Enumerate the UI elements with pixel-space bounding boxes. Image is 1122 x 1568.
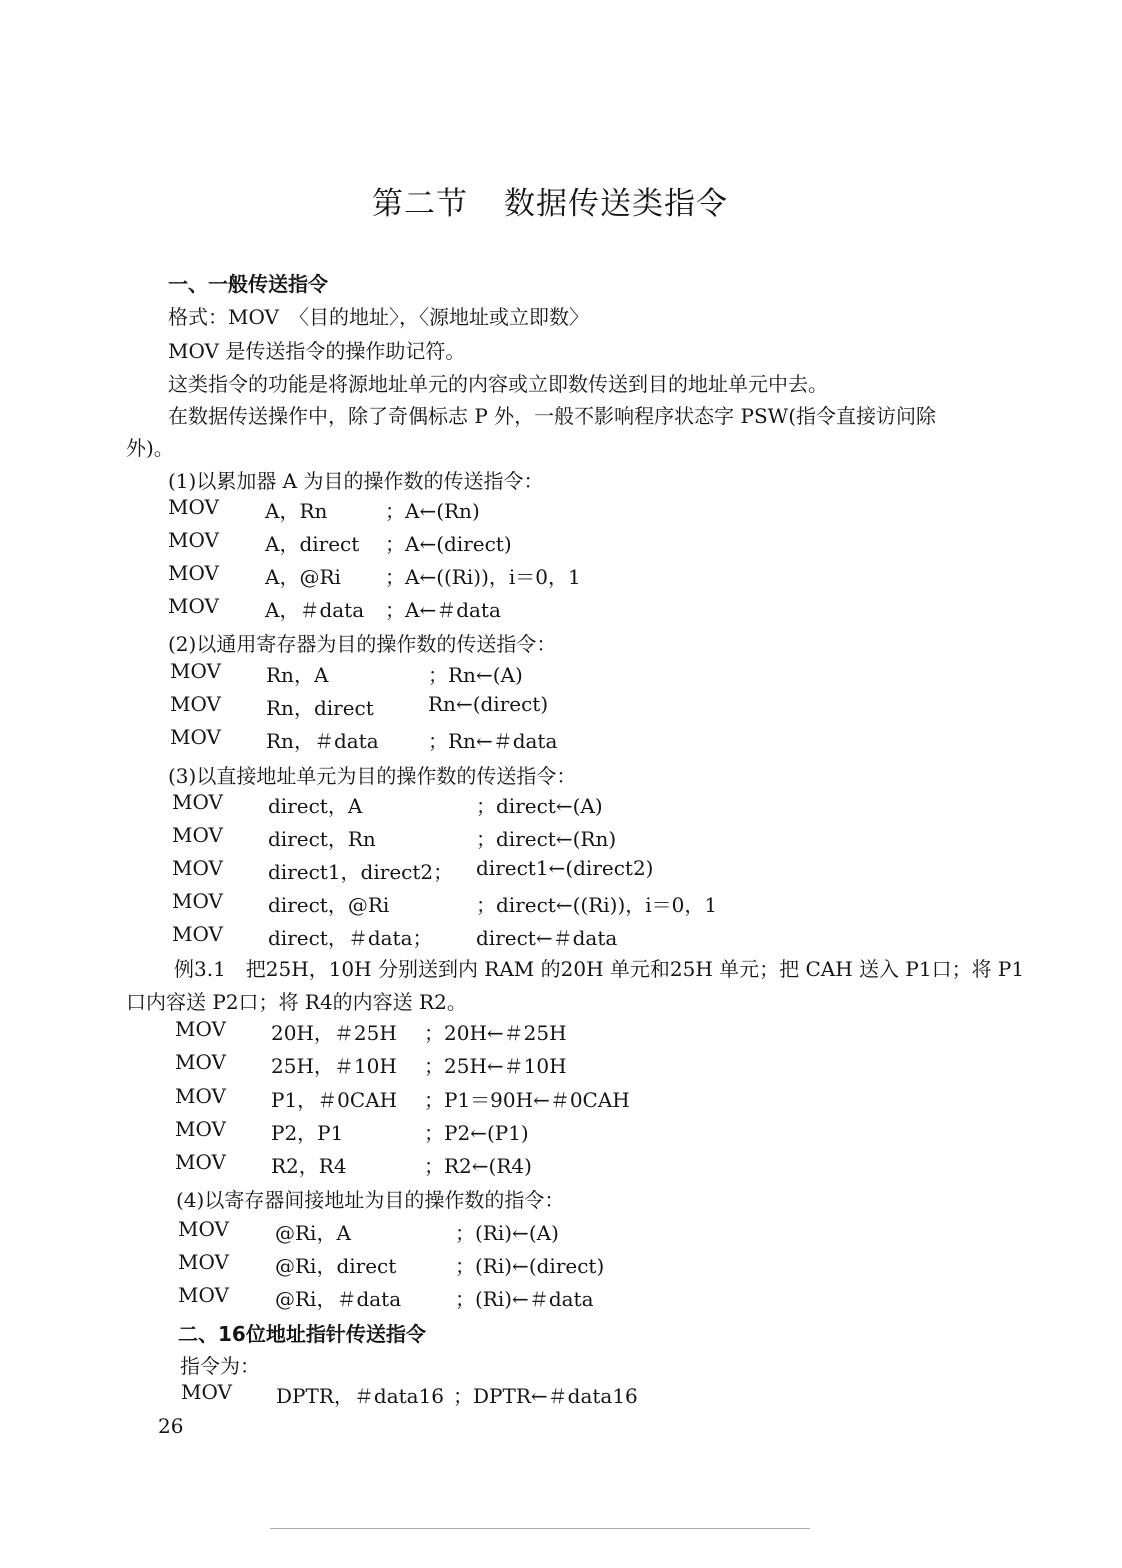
function-paragraph: 这类指令的功能是将源地址单元的内容或立即数传送到目的地址单元中去。: [168, 372, 828, 396]
instruction-operands: direct，@Ri: [268, 893, 390, 917]
scan-artifact: [270, 1528, 810, 1529]
section-heading-16bit-pointer: 二、16位地址指针传送指令: [178, 1322, 426, 1346]
instruction-operands: @Ri，direct: [275, 1254, 397, 1278]
instruction-opcode: MOV: [175, 1050, 226, 1075]
format-line: 格式：MOV 〈目的地址〉，〈源地址或立即数〉: [168, 305, 589, 329]
subsection-direct-address: (3)以直接地址单元为目的操作数的传送指令：: [168, 764, 577, 788]
instruction-operands: P1，＃0CAH: [271, 1087, 398, 1112]
example-line1: 例3.1 把25H，10H 分别送到内 RAM 的20H 单元和25H 单元；把 CAH 送入 P1口；将 P1: [174, 957, 1025, 981]
title-text: 数据传送类指令: [504, 186, 728, 222]
instruction-opcode: MOV: [168, 528, 219, 552]
instruction-comment: ；(Ri)←(direct): [455, 1254, 605, 1278]
instruction-comment: ；A←(direct): [385, 532, 512, 556]
psw-paragraph-line2: 外)。: [126, 436, 174, 460]
instruction-opcode: MOV: [172, 790, 223, 814]
instruction-operands: A，direct: [265, 532, 360, 556]
page-title: [0, 178, 1100, 223]
instruction-opcode: MOV: [175, 1017, 226, 1041]
section-heading-general-transfer: 一、一般传送指令: [168, 272, 328, 296]
title-section-number: 第二节: [372, 186, 468, 222]
instruction-operands: direct1，direct2；: [268, 860, 454, 884]
instruction-comment: ；A←(Rn): [385, 499, 480, 523]
mov-description: MOV 是传送指令的操作助记符。: [168, 339, 466, 363]
instruction-operands: A，Rn: [265, 499, 328, 523]
instruction-operands: @Ri，A: [275, 1221, 351, 1245]
instruction-operands: A，＃data: [265, 598, 365, 622]
instruction-opcode: MOV: [178, 1283, 229, 1307]
instruction-operands: P2，P1: [271, 1120, 344, 1145]
instruction-operands: A，@Ri: [265, 565, 341, 589]
instruction-opcode: MOV: [175, 1083, 226, 1108]
instruction-operands: 25H，＃10H: [271, 1054, 397, 1079]
instruction-comment: ；(Ri)←(A): [455, 1221, 559, 1245]
instruction-comment: ；A←((Ri))，i＝0，1: [385, 565, 581, 589]
subsection-register: (2)以通用寄存器为目的操作数的传送指令：: [168, 632, 557, 656]
instruction-opcode: MOV: [170, 692, 221, 716]
subsection-indirect-address: (4)以寄存器间接地址为目的操作数的指令：: [176, 1188, 565, 1212]
page-number: 26: [158, 1414, 184, 1438]
instruction-opcode: MOV: [168, 561, 219, 585]
instruction-comment: Rn←(direct): [428, 692, 549, 716]
instruction-opcode: MOV: [170, 659, 221, 683]
instruction-opcode: MOV: [181, 1380, 232, 1404]
instruction-comment: ；Rn←＃data: [428, 729, 558, 753]
instruction-comment: ；(Ri)←＃data: [455, 1287, 594, 1311]
instruction-comment: direct←＃data: [476, 926, 618, 950]
instruction-opcode: MOV: [172, 856, 223, 880]
instruction-opcode: MOV: [178, 1250, 229, 1274]
instruction-opcode: MOV: [175, 1150, 226, 1175]
instruction-comment: ；Rn←(A): [428, 663, 523, 687]
instruction-opcode: MOV: [168, 594, 219, 618]
example-line2: 口内容送 P2口；将 R4的内容送 R2。: [126, 990, 467, 1014]
instruction-operands: Rn，direct: [266, 696, 374, 720]
instruction-comment: ；25H←＃10H: [424, 1054, 567, 1079]
instruction-comment: ；P2←(P1): [424, 1120, 529, 1145]
subsection-accumulator: (1)以累加器 A 为目的操作数的传送指令：: [168, 469, 544, 493]
instruction-opcode: MOV: [172, 889, 223, 913]
instruction-operands: DPTR，＃data16: [276, 1384, 445, 1408]
instruction-opcode: MOV: [168, 495, 219, 519]
instruction-comment: ；DPTR←＃data16: [453, 1384, 638, 1408]
instruction-operands: direct，＃data；: [268, 926, 433, 950]
instruction-comment: ；direct←(A): [476, 794, 603, 818]
instruction-comment: direct1←(direct2): [476, 856, 654, 880]
instruction-operands: Rn，A: [266, 663, 329, 687]
instruction-operands: @Ri，＃data: [275, 1287, 402, 1311]
instruction-operands: 20H，＃25H: [271, 1021, 397, 1045]
instruction-intro: 指令为：: [180, 1354, 260, 1378]
instruction-comment: ；20H←＃25H: [424, 1021, 567, 1045]
instruction-opcode: MOV: [172, 823, 223, 847]
instruction-comment: ；P1＝90H←＃0CAH: [424, 1087, 630, 1112]
instruction-opcode: MOV: [170, 725, 221, 749]
instruction-opcode: MOV: [172, 922, 223, 946]
instruction-operands: direct，A: [268, 794, 363, 818]
instruction-operands: Rn，＃data: [266, 729, 379, 753]
instruction-opcode: MOV: [175, 1116, 226, 1141]
instruction-comment: ；direct←((Ri))，i＝0，1: [476, 893, 718, 917]
instruction-operands: direct，Rn: [268, 827, 376, 851]
psw-paragraph-line1: 在数据传送操作中，除了奇偶标志 P 外，一般不影响程序状态字 PSW(指令直接访问除: [168, 404, 937, 428]
instruction-comment: ；A←＃data: [385, 598, 501, 622]
instruction-comment: ；direct←(Rn): [476, 827, 617, 851]
instruction-comment: ；R2←(R4): [424, 1154, 532, 1179]
instruction-opcode: MOV: [178, 1217, 229, 1241]
instruction-operands: R2，R4: [271, 1154, 347, 1179]
